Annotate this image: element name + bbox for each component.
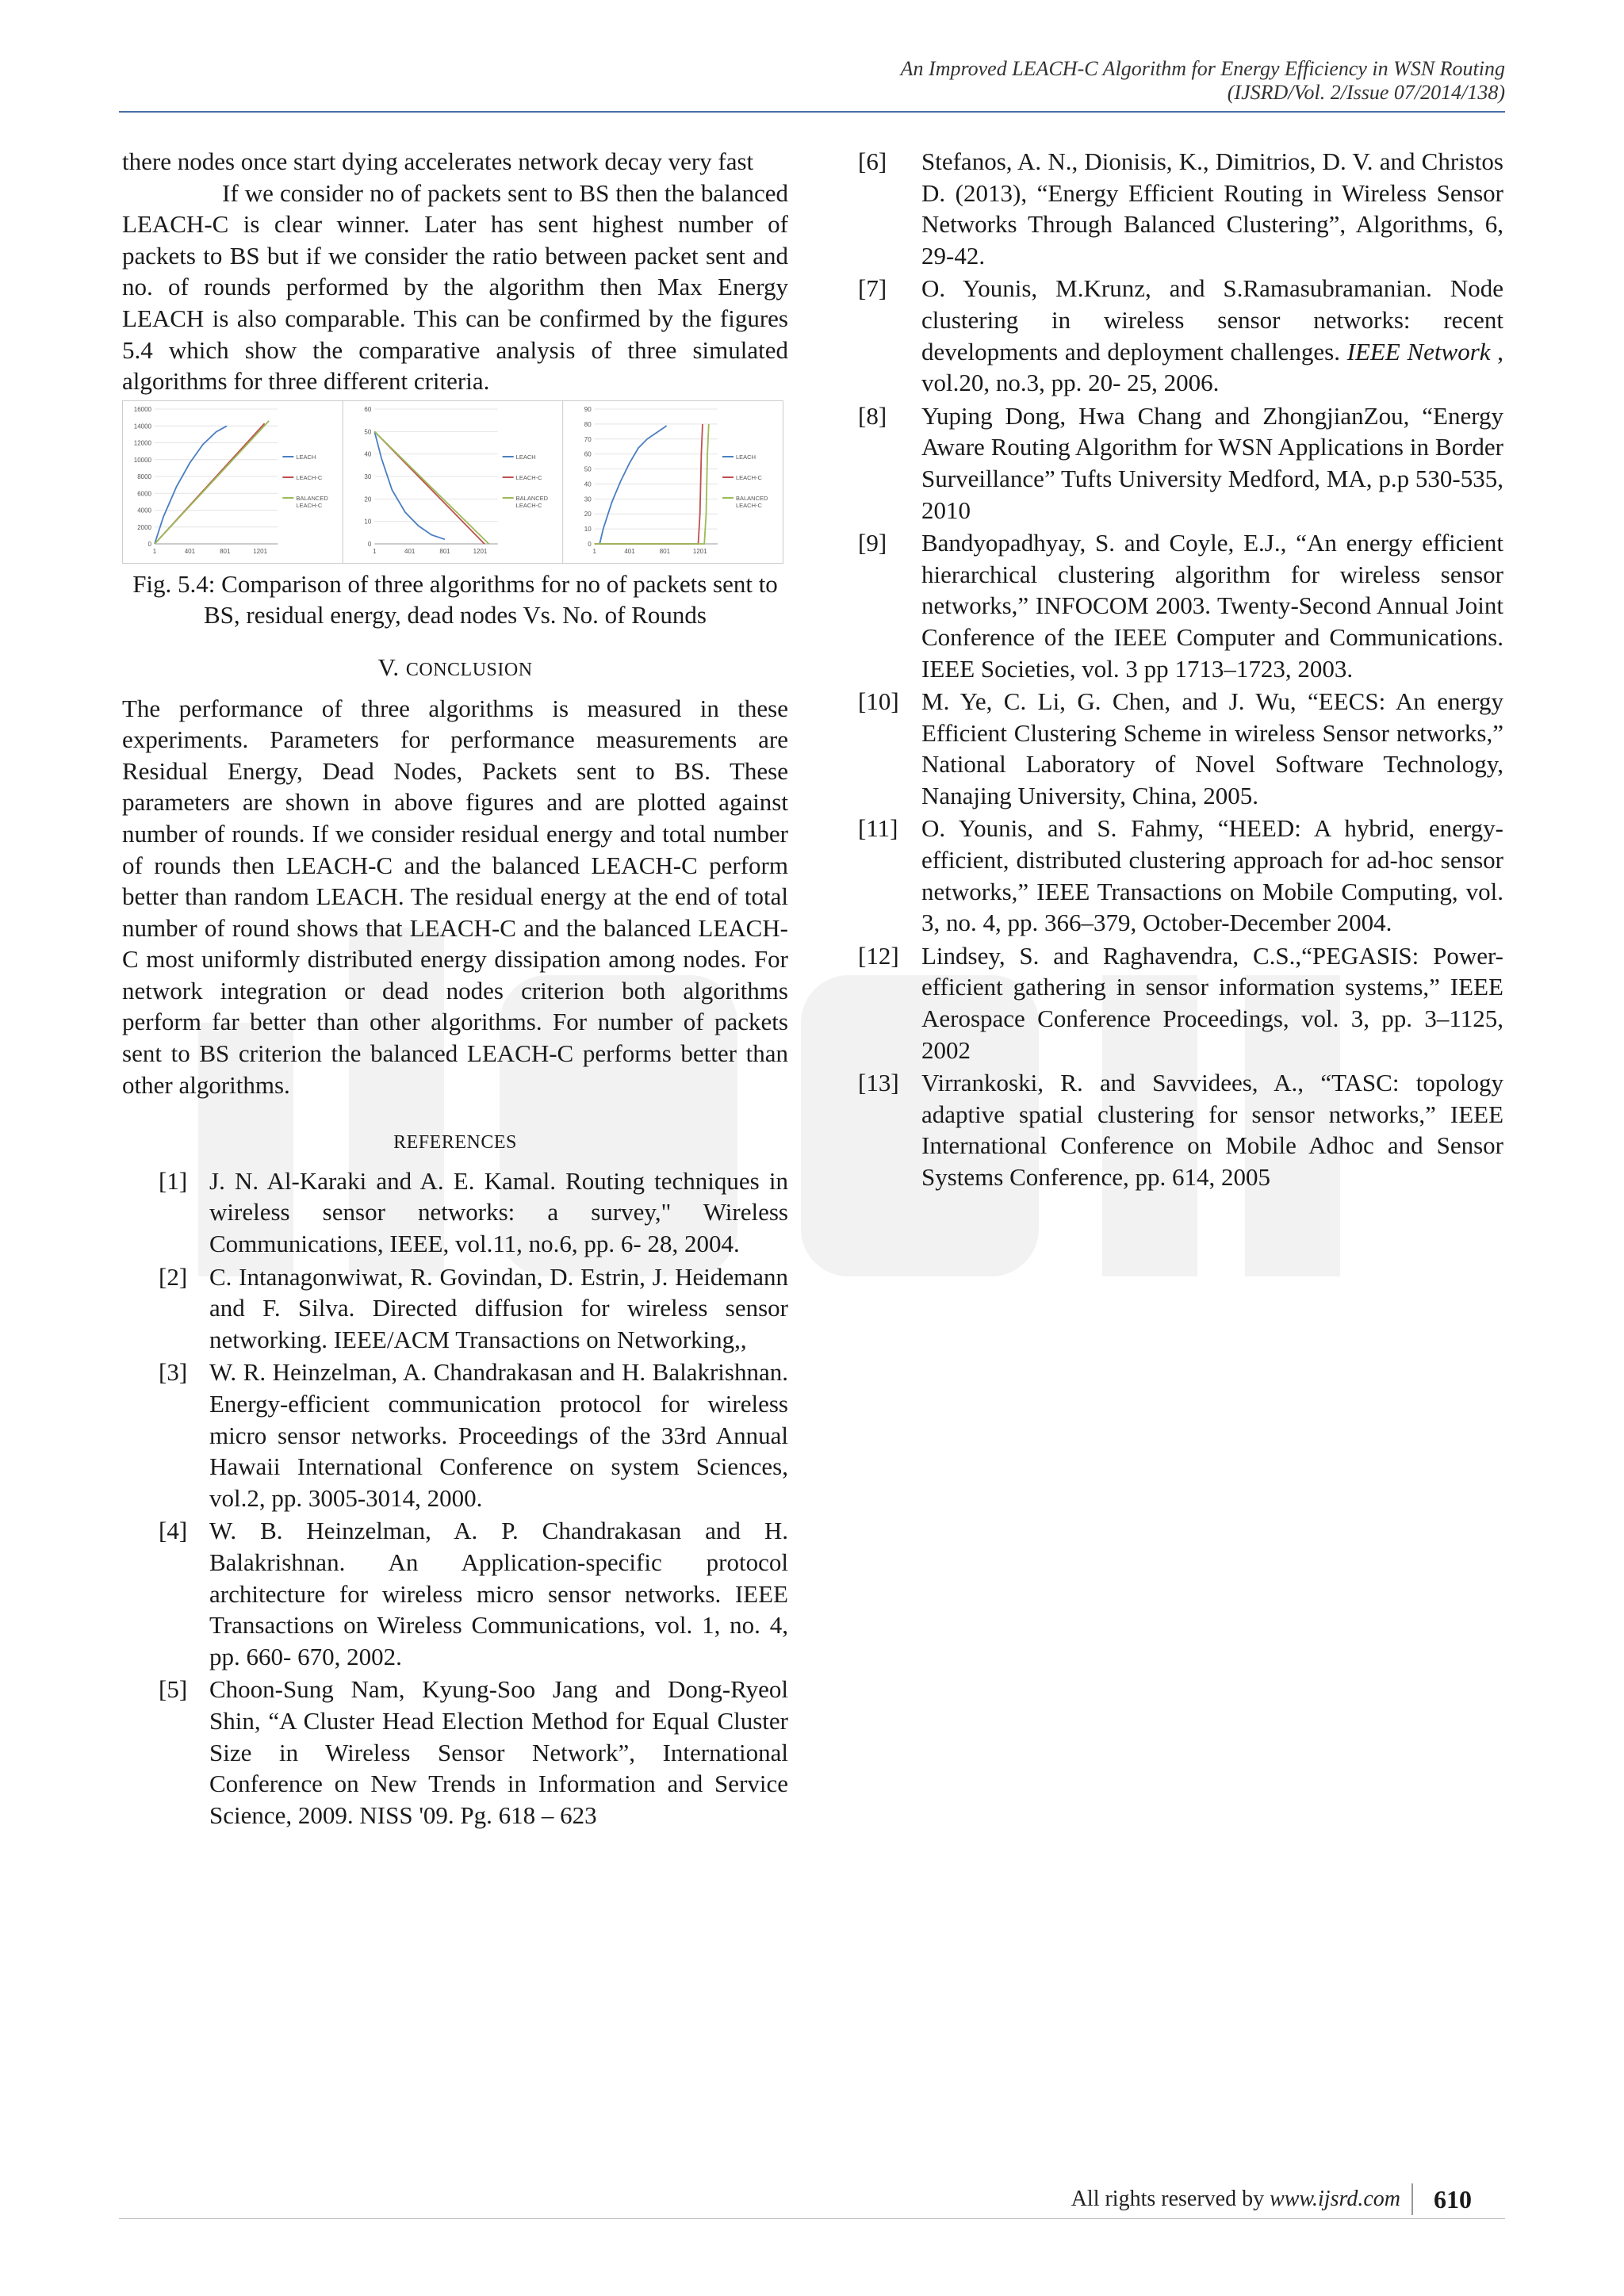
y-tick-label: 6000	[137, 490, 151, 497]
y-tick-label: 0	[588, 540, 592, 548]
footer-link[interactable]: www.ijsrd.com	[1270, 2187, 1400, 2211]
reference-text-part: O. Younis, M.Krunz, and S.Ramasubramanian. Node clustering in wireless sensor networks: recent developments and deployment challenges.	[921, 274, 1503, 365]
reference-number: [3]	[159, 1358, 188, 1387]
y-tick-label: 12000	[133, 439, 151, 447]
x-tick-label: 801	[220, 547, 231, 555]
rights-text: All rights reserved by	[1071, 2187, 1270, 2211]
reference-item	[858, 813, 1503, 938]
y-tick-label: 20	[584, 510, 592, 518]
header-rule	[119, 111, 1505, 113]
reference-number: [10]	[858, 687, 899, 716]
legend-label: LEACH	[736, 453, 756, 461]
conclusion-paragraph: The performance of three algorithms is measured in these experiments. Parameters for performance measurements are Residual Energy, Dead Nodes, Packets sent to BS. These parameters are shown in above figures and are plotted against number of rounds. If we consider residual energy and total number of rounds then LEACH-C and the balanced LEACH-C perform better than random LEACH. The residual energy at the end of total number of round shows that LEACH-C and the balanced LEACH-C most uniformly distributed energy dissipation among nodes. For network integration or dead nodes criterion both algorithms perform far better than other algorithms. For number of packets sent to BS criterion the balanced LEACH-C performs better than other algorithms.	[122, 694, 788, 1099]
figure-caption: Fig. 5.4: Comparison of three algorithms for no of packets sent to BS, residual energy, dead nodes Vs. No. of Rounds	[132, 569, 778, 629]
reference-number: [8]	[858, 401, 887, 430]
reference-item	[858, 527, 1503, 684]
section-title: CONCLUSION	[405, 659, 533, 680]
y-tick-label: 0	[147, 540, 151, 548]
figure-charts	[123, 401, 783, 563]
legend-label: LEACH-C	[736, 473, 762, 481]
reference-number: [1]	[159, 1166, 188, 1195]
reference-text: M. Ye, C. Li, G. Chen, and J. Wu, “EECS: An energy Efficient Clustering Scheme in wireless Sensor networks,” National Laboratory of Novel Software Technology, Nanajing University, China, 2005.	[921, 687, 1503, 809]
reference-number: [2]	[159, 1262, 188, 1291]
reference-item	[858, 686, 1503, 811]
x-tick-label: 801	[439, 547, 450, 555]
reference-text-part: , vol.20, no.3, pp. 20- 25, 2006.	[921, 337, 1504, 397]
right-column	[858, 146, 1503, 1195]
legend-label: LEACH-C	[296, 501, 323, 509]
y-tick-label: 60	[584, 450, 592, 458]
reference-number: [9]	[858, 529, 887, 557]
reference-number: [7]	[858, 274, 887, 303]
legend-label: LEACH-C	[515, 473, 542, 481]
x-tick-label: 1	[592, 547, 596, 555]
legend-label: BALANCED	[736, 494, 768, 502]
x-tick-label: 401	[184, 547, 196, 555]
reference-text: Bandyopadhyay, S. and Coyle, E.J., “An energy efficient hierarchical clustering algorithm for wireless sensor networks,” INFOCOM 2003. Twenty-Second Annual Joint Conference of the IEEE Computer and Communications. IEEE Societies, vol. 3 pp 1713–1723, 2003.	[921, 529, 1503, 683]
legend-label: LEACH-C	[736, 501, 762, 509]
x-tick-label: 801	[659, 547, 671, 555]
y-tick-label: 90	[584, 405, 592, 413]
y-tick-label: 50	[364, 428, 372, 436]
y-tick-label: 16000	[133, 405, 151, 413]
y-tick-label: 50	[584, 465, 592, 473]
y-tick-label: 30	[584, 496, 592, 503]
x-tick-label: 1201	[692, 547, 707, 555]
reference-item	[858, 273, 1503, 398]
y-tick-label: 60	[364, 405, 372, 413]
reference-item	[858, 400, 1503, 526]
y-tick-label: 4000	[137, 507, 151, 515]
footer-rule	[119, 2218, 1505, 2219]
y-tick-label: 10	[584, 525, 592, 533]
left-column	[122, 146, 788, 1832]
figure-5-4	[122, 400, 783, 564]
reference-item	[122, 1357, 788, 1513]
legend-label: LEACH-C	[296, 473, 323, 481]
references-heading	[122, 1124, 788, 1159]
reference-number: [12]	[858, 941, 899, 970]
reference-number: [6]	[858, 147, 887, 175]
reference-text: Yuping Dong, Hwa Chang and ZhongjianZou, “Energy Aware Routing Algorithm for WSN Applications in Border Surveillance” Tufts University Medford, MA, p.p 530-535, 2010	[921, 401, 1503, 524]
header-title: An Improved LEACH-C Algorithm for Energy Efficiency in WSN Routing	[900, 57, 1505, 80]
legend-label: LEACH	[515, 453, 536, 461]
footer-rights	[1071, 2183, 1413, 2215]
legend-label: LEACH	[296, 453, 316, 461]
y-tick-label: 40	[364, 450, 372, 458]
paragraph: there nodes once start dying accelerates network decay very fast	[122, 147, 754, 175]
series-line-leach	[599, 426, 666, 544]
x-tick-label: 1	[373, 547, 377, 555]
reference-text: W. R. Heinzelman, A. Chandrakasan and H. Balakrishnan. Energy-efficient communication protocol for wireless micro sensor networks. Proceedings of the 33rd Annual Hawaii International Conference on system Sciences, vol.2, pp. 3005-3014, 2000.	[209, 1358, 788, 1512]
reference-item	[122, 1515, 788, 1672]
legend-label: BALANCED	[515, 494, 549, 502]
reference-number: [4]	[159, 1517, 188, 1545]
reference-text: J. N. Al-Karaki and A. E. Kamal. Routing techniques in wireless sensor networks: a survey," Wireless Communications, IEEE, vol.11, no.6, pp. 6- 28, 2004.	[209, 1166, 788, 1258]
reference-number: [5]	[159, 1675, 188, 1704]
reference-text: O. Younis, and S. Fahmy, “HEED: A hybrid, energy-efficient, distributed clustering approach for ad-hoc sensor networks,” IEEE Transactions on Mobile Computing, vol. 3, no. 4, pp. 366–379, October-December 2004.	[921, 814, 1503, 937]
reference-number: [13]	[858, 1069, 899, 1097]
y-tick-label: 30	[364, 473, 372, 480]
reference-item	[122, 1674, 788, 1831]
reference-item	[122, 1261, 788, 1356]
references-section	[122, 1124, 788, 1831]
y-tick-label: 10	[364, 518, 372, 526]
reference-text: Lindsey, S. and Raghavendra, C.S.,“PEGASIS: Power-efficient gathering in sensor information systems,” IEEE Aerospace Conference Proceedings, vol. 3, pp. 3–1125, 2002	[921, 941, 1503, 1064]
series-line-leach	[155, 426, 227, 544]
page-footer	[1071, 2182, 1505, 2217]
section-number: V.	[377, 652, 400, 681]
legend-label: BALANCED	[296, 494, 328, 502]
running-header	[901, 57, 1505, 105]
paragraph: If we consider no of packets sent to BS then the balanced LEACH-C is clear winner. Later has sent highest number of packets to BS but if we consider the ratio between packet sent and no. of rounds performed by the algorithm then Max Energy LEACH is also comparable. This can be confirmed by the figures 5.4 which show the comparative analysis of three simulated algorithms for three different criteria.	[122, 178, 788, 396]
reference-text: Stefanos, A. N., Dionisis, K., Dimitrios, D. V. and Christos D. (2013), “Energy Efficient Routing in Wireless Sensor Networks Through Balanced Clustering”, Algorithms, 6, 29-42.	[921, 147, 1503, 270]
x-tick-label: 1	[152, 547, 157, 555]
reference-text: Choon-Sung Nam, Kyung-Soo Jang and Dong-Ryeol Shin, “A Cluster Head Election Method for Equal Cluster Size in Wireless Sensor Network”, International Conference on New Trends in Information and Service Science, 2009. NISS '09. Pg. 618 – 623	[209, 1675, 788, 1829]
series-line-leach	[374, 431, 445, 539]
series-line-balanced-leach-c	[155, 421, 269, 544]
reference-item	[858, 1067, 1503, 1192]
y-tick-label: 0	[367, 540, 372, 548]
legend-label: LEACH-C	[515, 501, 542, 509]
x-tick-label: 1201	[253, 547, 268, 555]
y-tick-label: 14000	[133, 423, 151, 430]
reference-text: Virrankoski, R. and Savvidees, A., “TASC: topology adaptive spatial clustering for sensor networks,” IEEE International Conference on Mobile Adhoc and Sensor Systems Conference, pp. 614, 2005	[921, 1069, 1503, 1191]
x-tick-label: 1201	[473, 547, 488, 555]
reference-text: C. Intanagonwiwat, R. Govindan, D. Estrin, J. Heidemann and F. Silva. Directed diffusion for wireless sensor networking. IEEE/ACM Transactions on Networking,,	[209, 1262, 788, 1353]
reference-item	[858, 146, 1503, 271]
y-tick-label: 2000	[137, 523, 151, 531]
y-tick-label: 8000	[137, 473, 151, 480]
header-citation: (IJSRD/Vol. 2/Issue 07/2014/138)	[1227, 81, 1505, 104]
y-tick-label: 70	[584, 435, 592, 443]
reference-number: [11]	[858, 814, 898, 843]
references-title: REFERENCES	[393, 1132, 517, 1154]
reference-item	[122, 1165, 788, 1260]
reference-text: W. B. Heinzelman, A. P. Chandrakasan and H. Balakrishnan. An Application-specific protocol architecture for wireless micro sensor networks. IEEE Transactions on Wireless Communications, vol. 1, no. 4, pp. 660- 670, 2002.	[209, 1517, 788, 1670]
x-tick-label: 401	[404, 547, 416, 555]
y-tick-label: 20	[364, 496, 372, 503]
journal-name: IEEE Network	[1346, 337, 1491, 365]
section-heading	[122, 652, 788, 687]
y-tick-label: 10000	[133, 456, 151, 464]
y-tick-label: 80	[584, 420, 592, 428]
x-tick-label: 401	[624, 547, 635, 555]
page-number: 610	[1434, 2184, 1472, 2214]
reference-text	[921, 273, 1503, 398]
y-tick-label: 40	[584, 480, 592, 488]
reference-item	[858, 940, 1503, 1066]
